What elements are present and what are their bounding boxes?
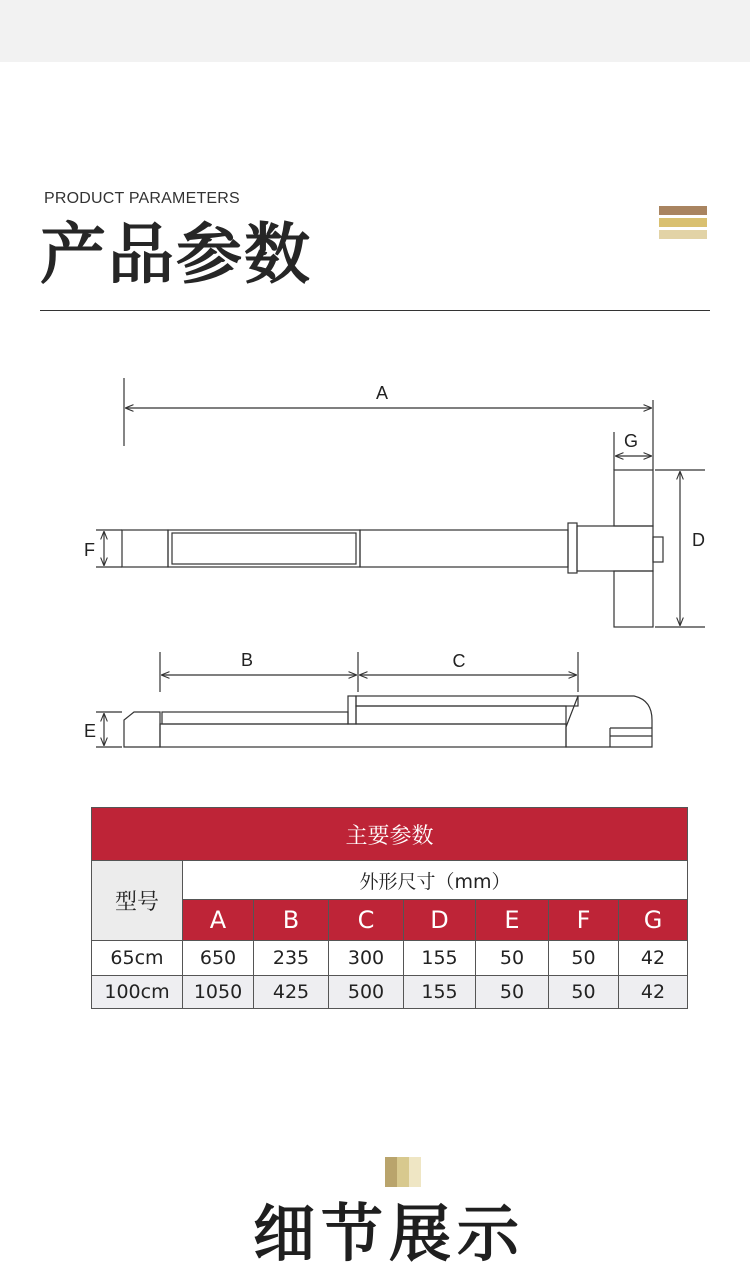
side-top-tube [356,696,578,706]
decorative-stripes-icon [659,206,707,242]
value-cell: 50 [549,941,619,976]
column-header: A [183,900,254,941]
value-cell: 42 [619,941,688,976]
side-lock-housing [566,696,652,747]
dim-label-g: G [623,431,639,451]
dim-label-a: A [375,383,389,403]
column-header: G [619,900,688,941]
bar-end-cap [122,530,168,567]
stripe [659,230,707,239]
mount-plate-bottom [614,571,653,627]
dim-label-c: C [452,651,466,671]
dim-label-b: B [240,650,254,670]
side-bracket [348,696,356,724]
lock-body [577,526,653,571]
column-header: D [404,900,476,941]
page-title: 产品参数 [40,216,312,293]
mount-plate-top [614,470,653,526]
value-cell: 50 [549,976,619,1009]
side-rail [160,724,566,747]
stripe [659,218,707,227]
value-cell: 235 [254,941,329,976]
push-bar-inner [172,533,356,564]
bar [409,1157,421,1187]
value-cell: 155 [404,976,476,1009]
column-header: C [329,900,404,941]
title-divider [40,310,710,311]
parameters-table [91,807,688,1009]
dim-label-d: D [692,530,705,550]
side-mid-tube [356,706,566,724]
value-cell: 300 [329,941,404,976]
bar-collar [568,523,577,573]
dimension-header: 外形尺寸（mm） [183,861,688,900]
value-cell: 155 [404,941,476,976]
side-push-bar [162,712,348,724]
decorative-bars-icon [385,1157,421,1187]
table-title: 主要参数 [92,808,688,861]
table-row [92,941,688,976]
stripe [659,206,707,215]
top-bar [0,0,750,62]
dimension-diagram [0,370,750,770]
push-bar [168,530,360,567]
model-cell: 100cm [92,976,183,1009]
column-header: E [476,900,549,941]
table-row [92,976,688,1009]
value-cell: 425 [254,976,329,1009]
side-end-cap [124,712,160,747]
bar [385,1157,397,1187]
column-header: B [254,900,329,941]
model-cell: 65cm [92,941,183,976]
model-header: 型号 [92,861,183,941]
dim-label-e: E [84,721,97,741]
value-cell: 42 [619,976,688,1009]
value-cell: 50 [476,976,549,1009]
next-section-title: 细节展示 [253,1197,526,1270]
column-header: F [549,900,619,941]
bar [397,1157,409,1187]
latch [653,537,663,562]
bar-tube [360,530,568,567]
value-cell: 500 [329,976,404,1009]
value-cell: 650 [183,941,254,976]
value-cell: 1050 [183,976,254,1009]
dim-label-f: F [84,540,95,560]
section-eyebrow: PRODUCT PARAMETERS [44,190,240,207]
value-cell: 50 [476,941,549,976]
